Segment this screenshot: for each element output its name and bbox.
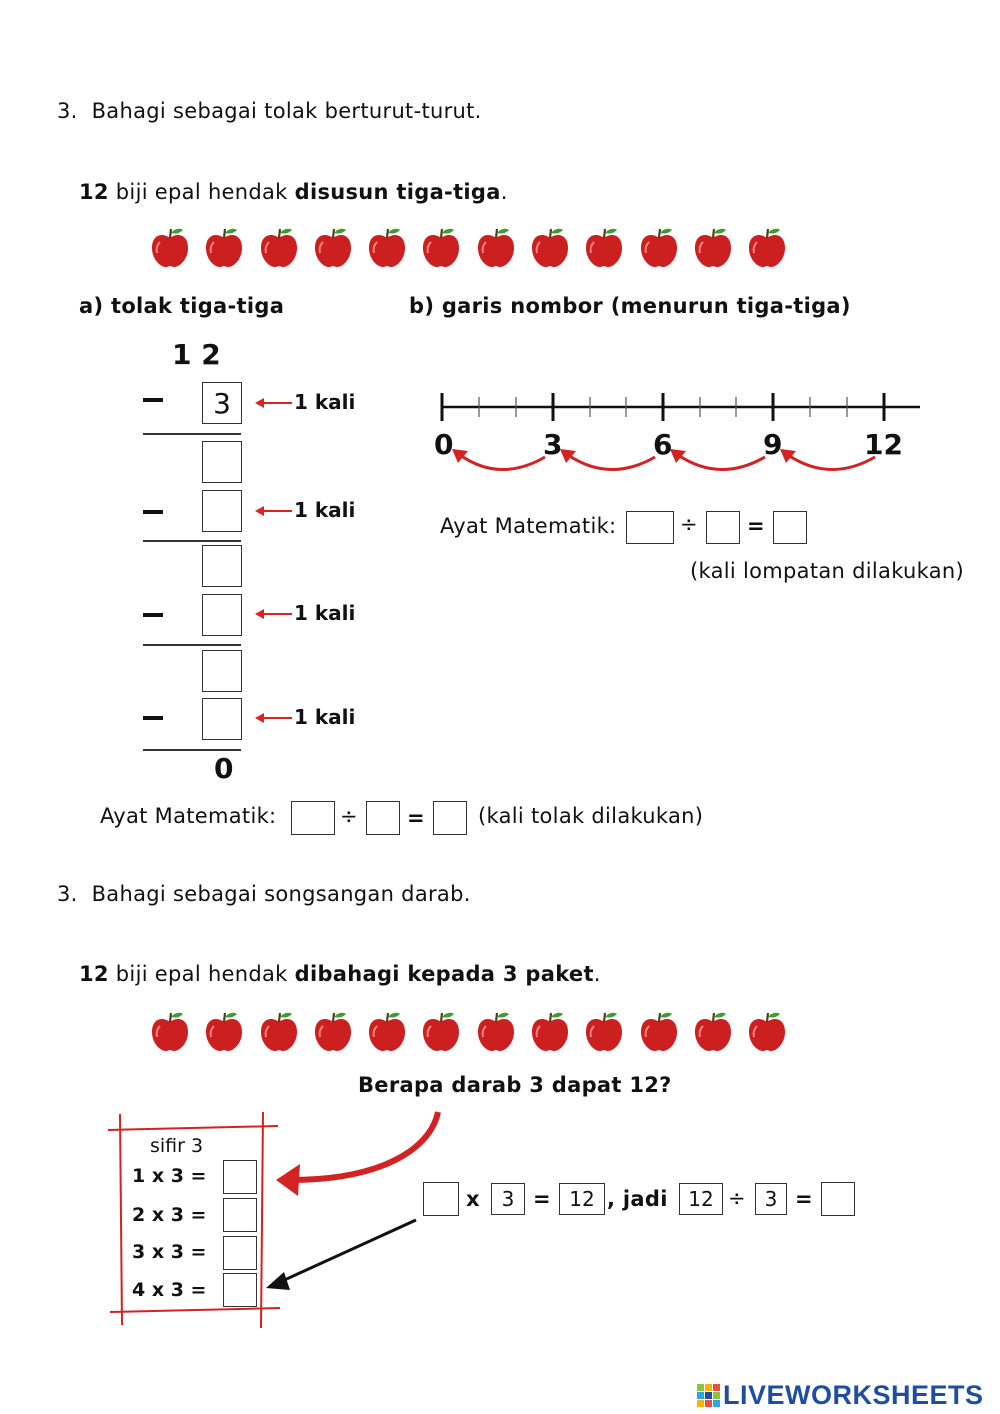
- subtract-input-3[interactable]: [202, 594, 242, 636]
- remainder-input-3[interactable]: [202, 650, 242, 692]
- factor-three-box: 3: [491, 1183, 525, 1215]
- equals-sign: =: [795, 1187, 813, 1211]
- numberline-quotient-input[interactable]: [773, 511, 807, 544]
- liveworksheets-icon: [697, 1384, 721, 1408]
- minus-sign: [143, 613, 163, 617]
- subtraction-note: (kali tolak dilakukan): [478, 804, 704, 828]
- kali-label-1: 1 kali: [294, 390, 356, 414]
- first-subtract-box: 3: [202, 382, 242, 424]
- apple-icon: [747, 226, 787, 268]
- part-a-label: a) tolak tiga-tiga: [79, 294, 285, 318]
- section2-prompt: [79, 962, 601, 986]
- ayat-label-a: Ayat Matematik:: [100, 804, 277, 828]
- dividend-twelve-box: 12: [679, 1183, 723, 1215]
- liveworksheets-logo: [697, 1380, 984, 1411]
- arrow-line: [262, 717, 292, 719]
- section1-number: 3.: [57, 99, 78, 123]
- start-value: 1 2: [172, 338, 221, 371]
- apple-icon: [313, 1010, 353, 1052]
- brand-name: LIVEWORKSHEETS: [723, 1380, 984, 1410]
- section2-heading: [57, 882, 471, 906]
- subtract-input-4[interactable]: [202, 698, 242, 740]
- product-twelve-box: 12: [559, 1183, 605, 1215]
- prompt-end: .: [593, 962, 601, 986]
- numberline-dividend-input[interactable]: [626, 511, 674, 544]
- arrow-line: [262, 613, 292, 615]
- prompt-mid: biji epal hendak: [108, 962, 295, 986]
- sifir-row-2: 2 x 3 =: [132, 1204, 207, 1226]
- numberline-note: (kali lompatan dilakukan): [690, 559, 964, 583]
- subtraction-divisor-input[interactable]: [366, 801, 400, 835]
- jadi-text: , jadi: [607, 1187, 668, 1211]
- question-text: Berapa darab 3 dapat 12?: [358, 1073, 672, 1097]
- sifir-answer-3[interactable]: [223, 1236, 257, 1270]
- sifir-row-4: 4 x 3 =: [132, 1279, 207, 1301]
- prompt-number: 12: [79, 962, 109, 986]
- sifir-answer-1[interactable]: [223, 1160, 257, 1194]
- apple-icon: [367, 1010, 407, 1052]
- section1-prompt: [79, 180, 508, 204]
- apple-icon: [584, 1010, 624, 1052]
- kali-label-4: 1 kali: [294, 705, 356, 729]
- remainder-input-2[interactable]: [202, 545, 242, 587]
- subtraction-rule: [143, 749, 241, 751]
- number-line-label-9: 9: [763, 428, 783, 461]
- kali-label-2: 1 kali: [294, 498, 356, 522]
- apple-icon: [150, 1010, 190, 1052]
- equals-sign: =: [533, 1187, 551, 1211]
- number-line-label-12: 12: [864, 428, 903, 461]
- section1-title: Bahagi sebagai tolak berturut-turut.: [91, 99, 482, 123]
- apple-icon: [367, 226, 407, 268]
- apple-icon: [421, 1010, 461, 1052]
- apple-icon: [204, 226, 244, 268]
- apple-icon: [639, 226, 679, 268]
- apple-icon: [204, 1010, 244, 1052]
- divide-sign: ÷: [340, 804, 358, 828]
- subtraction-quotient-input[interactable]: [433, 801, 467, 835]
- divide-sign: ÷: [728, 1186, 746, 1210]
- apple-icon: [530, 1010, 570, 1052]
- prompt-mid: biji epal hendak: [108, 180, 295, 204]
- section1-heading: [57, 99, 482, 123]
- divisor-three-box: 3: [755, 1183, 787, 1215]
- divide-sign: ÷: [680, 512, 698, 536]
- multiplier-input[interactable]: [423, 1182, 459, 1216]
- apple-row-2: [150, 1010, 802, 1052]
- part-b-label: b) garis nombor (menurun tiga-tiga): [409, 294, 851, 318]
- numberline-divisor-input[interactable]: [706, 511, 740, 544]
- remainder-input-1[interactable]: [202, 441, 242, 483]
- apple-icon: [584, 226, 624, 268]
- apple-icon: [476, 1010, 516, 1052]
- subtraction-rule: [143, 433, 241, 435]
- minus-sign: [143, 716, 163, 720]
- number-line-label-6: 6: [653, 428, 673, 461]
- prompt-bold: disusun tiga-tiga: [294, 180, 501, 204]
- sifir-title: sifir 3: [150, 1135, 204, 1157]
- ayat-label-b: Ayat Matematik:: [440, 514, 617, 538]
- arrow-line: [262, 402, 292, 404]
- apple-icon: [639, 1010, 679, 1052]
- apple-icon: [259, 1010, 299, 1052]
- number-line-label-0: 0: [434, 428, 454, 461]
- subtraction-dividend-input[interactable]: [291, 801, 335, 835]
- final-quotient-input[interactable]: [821, 1182, 855, 1216]
- prompt-number: 12: [79, 180, 109, 204]
- section2-title: Bahagi sebagai songsangan darab.: [91, 882, 471, 906]
- subtract-input-2[interactable]: [202, 490, 242, 532]
- equals-sign: =: [407, 806, 425, 830]
- minus-sign: [143, 510, 163, 514]
- apple-icon: [693, 1010, 733, 1052]
- minus-sign: [143, 398, 163, 402]
- prompt-end: .: [500, 180, 508, 204]
- kali-label-3: 1 kali: [294, 601, 356, 625]
- sifir-row-1: 1 x 3 =: [132, 1165, 207, 1187]
- subtraction-rule: [143, 540, 241, 542]
- number-line-label-3: 3: [543, 428, 563, 461]
- multiply-sign: x: [466, 1187, 480, 1211]
- apple-icon: [747, 1010, 787, 1052]
- sifir-answer-4[interactable]: [223, 1273, 257, 1307]
- prompt-bold: dibahagi kepada 3 paket: [294, 962, 594, 986]
- section2-number: 3.: [57, 882, 78, 906]
- subtraction-rule: [143, 644, 241, 646]
- apple-icon: [693, 226, 733, 268]
- equals-sign: =: [747, 514, 765, 538]
- final-value: 0: [214, 752, 234, 785]
- arrow-line: [262, 510, 292, 512]
- apple-icon: [421, 226, 461, 268]
- apple-icon: [150, 226, 190, 268]
- apple-icon: [530, 226, 570, 268]
- apple-icon: [476, 226, 516, 268]
- apple-icon: [259, 226, 299, 268]
- apple-row-1: [150, 226, 802, 268]
- sifir-answer-2[interactable]: [223, 1198, 257, 1232]
- sifir-row-3: 3 x 3 =: [132, 1241, 207, 1263]
- apple-icon: [313, 226, 353, 268]
